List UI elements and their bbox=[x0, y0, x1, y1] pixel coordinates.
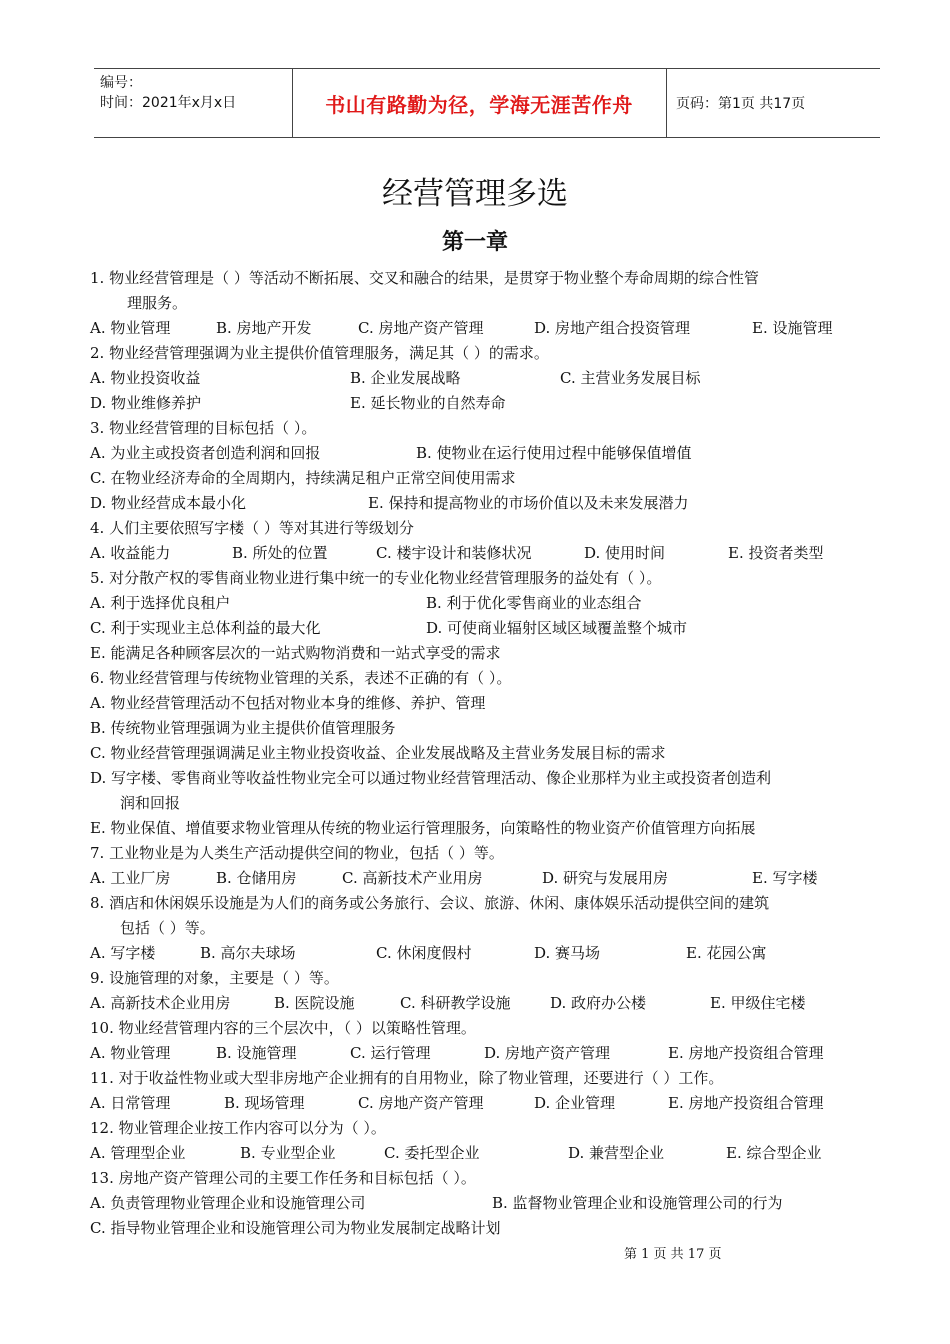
line-text: 3. 物业经营管理的目标包括（ ）。 bbox=[90, 419, 317, 437]
option-text: C. 高新技术产业用房 bbox=[342, 869, 483, 887]
option-text: D. 研究与发展用房 bbox=[542, 869, 669, 887]
line-text: 9. 设施管理的对象，主要是（ ）等。 bbox=[90, 969, 339, 987]
option-text: C. 指导物业管理企业和设施管理公司为物业发展制定战略计划 bbox=[90, 1219, 501, 1237]
option-text: A. 管理型企业 bbox=[90, 1144, 186, 1162]
option-text: D. 可使商业辐射区域区域覆盖整个城市 bbox=[426, 619, 688, 637]
option-text: D. 企业管理 bbox=[534, 1094, 616, 1112]
option-text: E. 甲级住宅楼 bbox=[710, 994, 806, 1012]
option-text: A. 物业管理 bbox=[90, 1044, 171, 1062]
line-text: 理服务。 bbox=[127, 294, 188, 312]
code-label: 编号： bbox=[100, 75, 142, 91]
text-line bbox=[90, 916, 868, 941]
chapter-heading: 第一章 bbox=[441, 230, 508, 255]
text-line bbox=[90, 266, 868, 291]
option-line bbox=[90, 1216, 868, 1241]
option-text: A. 为业主或投资者创造利润和回报 bbox=[90, 444, 321, 462]
line-text: 13. 房地产资产管理公司的主要工作任务和目标包括（ ）。 bbox=[90, 1169, 476, 1187]
text-line bbox=[90, 891, 868, 916]
option-text: A. 收益能力 bbox=[90, 544, 171, 562]
option-text: C. 物业经营管理强调满足业主物业投资收益、企业发展战略及主营业务发展目标的需求 bbox=[90, 744, 666, 762]
option-text: E. 投资者类型 bbox=[728, 544, 824, 562]
option-line bbox=[90, 641, 868, 666]
text-line bbox=[90, 841, 868, 866]
option-text: C. 休闲度假村 bbox=[376, 944, 472, 962]
option-line bbox=[90, 991, 868, 1016]
document-title: 经营管理多选 bbox=[382, 176, 568, 212]
option-text: A. 物业投资收益 bbox=[90, 369, 201, 387]
line-text: 11. 对于收益性物业或大型非房地产企业拥有的自用物业，除了物业管理，还要进行（ ）工作。 bbox=[90, 1069, 724, 1087]
line-text: 6. 物业经营管理与传统物业管理的关系，表述不正确的有（ ）。 bbox=[90, 669, 512, 687]
document-header bbox=[94, 68, 880, 138]
option-line bbox=[90, 941, 868, 966]
option-line bbox=[90, 441, 868, 466]
header-meta bbox=[100, 73, 236, 113]
option-text: D. 使用时间 bbox=[584, 544, 666, 562]
option-line bbox=[90, 1141, 868, 1166]
option-text: C. 房地产资产管理 bbox=[358, 319, 484, 337]
option-line bbox=[90, 866, 868, 891]
option-text: C. 主营业务发展目标 bbox=[560, 369, 701, 387]
option-text: A. 高新技术企业用房 bbox=[90, 994, 231, 1012]
text-line bbox=[90, 566, 868, 591]
option-text: D. 房地产资产管理 bbox=[484, 1044, 611, 1062]
page-footer: 第 1 页 共 17 页 bbox=[624, 1247, 722, 1262]
option-text: A. 负责管理物业管理企业和设施管理公司 bbox=[90, 1194, 366, 1212]
option-text: C. 运行管理 bbox=[350, 1044, 431, 1062]
option-text: B. 传统物业管理强调为业主提供价值管理服务 bbox=[90, 719, 396, 737]
text-line bbox=[90, 416, 868, 441]
option-text: E. 物业保值、增值要求物业管理从传统的物业运行管理服务，向策略性的物业资产价值管理方向拓展 bbox=[90, 819, 756, 837]
option-line bbox=[90, 816, 868, 841]
option-text: A. 写字楼 bbox=[90, 944, 156, 962]
option-text: B. 监督物业管理企业和设施管理公司的行为 bbox=[492, 1194, 783, 1212]
option-text: E. 花园公寓 bbox=[686, 944, 767, 962]
text-line bbox=[90, 1066, 868, 1091]
option-line bbox=[90, 691, 868, 716]
option-line bbox=[90, 616, 868, 641]
option-text: C. 楼宇设计和装修状况 bbox=[376, 544, 532, 562]
option-text: D. 兼营型企业 bbox=[568, 1144, 665, 1162]
line-text: 4. 人们主要依照写字楼（ ）等对其进行等级划分 bbox=[90, 519, 414, 537]
option-text: D. 房地产组合投资管理 bbox=[534, 319, 691, 337]
option-text: E. 设施管理 bbox=[752, 319, 833, 337]
option-line bbox=[90, 491, 868, 516]
text-line bbox=[90, 966, 868, 991]
option-line bbox=[90, 1041, 868, 1066]
option-text: B. 企业发展战略 bbox=[350, 369, 461, 387]
option-text: A. 工业厂房 bbox=[90, 869, 171, 887]
option-text: E. 房地产投资组合管理 bbox=[668, 1094, 824, 1112]
text-line bbox=[90, 516, 868, 541]
option-text: B. 专业型企业 bbox=[240, 1144, 336, 1162]
option-text: E. 延长物业的自然寿命 bbox=[350, 394, 506, 412]
text-line bbox=[90, 341, 868, 366]
option-text: B. 高尔夫球场 bbox=[200, 944, 296, 962]
option-line bbox=[90, 766, 868, 791]
header-page-label: 页码：第1页 共17页 bbox=[676, 96, 806, 112]
option-text: C. 房地产资产管理 bbox=[358, 1094, 484, 1112]
text-line bbox=[90, 291, 868, 316]
text-line bbox=[90, 1166, 868, 1191]
option-text: B. 医院设施 bbox=[274, 994, 355, 1012]
option-text: C. 在物业经济寿命的全周期内，持续满足租户正常空间使用需求 bbox=[90, 469, 516, 487]
option-line bbox=[90, 591, 868, 616]
option-line bbox=[90, 391, 868, 416]
text-line bbox=[90, 1016, 868, 1041]
option-text: E. 保持和提高物业的市场价值以及未来发展潜力 bbox=[368, 494, 689, 512]
option-text: D. 物业经营成本最小化 bbox=[90, 494, 247, 512]
option-line bbox=[90, 1191, 868, 1216]
option-text: A. 物业管理 bbox=[90, 319, 171, 337]
option-line bbox=[90, 741, 868, 766]
option-text: D. 政府办公楼 bbox=[550, 994, 647, 1012]
line-text: 1. 物业经营管理是（ ）等活动不断拓展、交叉和融合的结果，是贯穿于物业整个寿命周期的综合性管 bbox=[90, 269, 759, 287]
option-text: A. 日常管理 bbox=[90, 1094, 171, 1112]
option-text: 润和回报 bbox=[120, 794, 181, 812]
time-label: 时间：2021年x月x日 bbox=[100, 95, 237, 111]
option-text: B. 利于优化零售商业的业态组合 bbox=[426, 594, 642, 612]
option-line bbox=[90, 791, 868, 816]
option-text: B. 设施管理 bbox=[216, 1044, 297, 1062]
option-line bbox=[90, 466, 868, 491]
option-line bbox=[90, 541, 868, 566]
option-text: B. 仓储用房 bbox=[216, 869, 297, 887]
line-text: 包括（ ）等。 bbox=[120, 919, 215, 937]
option-text: B. 所处的位置 bbox=[232, 544, 328, 562]
option-text: B. 使物业在运行使用过程中能够保值增值 bbox=[416, 444, 692, 462]
option-text: B. 房地产开发 bbox=[216, 319, 312, 337]
line-text: 8. 酒店和休闲娱乐设施是为人们的商务或公务旅行、会议、旅游、休闲、康体娱乐活动提供空间的建筑 bbox=[90, 894, 770, 912]
line-text: 12. 物业管理企业按工作内容可以分为（ ）。 bbox=[90, 1119, 386, 1137]
option-text: E. 能满足各种顾客层次的一站式购物消费和一站式享受的需求 bbox=[90, 644, 501, 662]
option-line bbox=[90, 316, 868, 341]
option-text: E. 房地产投资组合管理 bbox=[668, 1044, 824, 1062]
option-text: B. 现场管理 bbox=[224, 1094, 305, 1112]
line-text: 5. 对分散产权的零售商业物业进行集中统一的专业化物业经营管理服务的益处有（ ）。 bbox=[90, 569, 662, 587]
line-text: 2. 物业经营管理强调为业主提供价值管理服务，满足其（ ）的需求。 bbox=[90, 344, 549, 362]
option-line bbox=[90, 366, 868, 391]
option-text: C. 利于实现业主总体利益的最大化 bbox=[90, 619, 321, 637]
text-line bbox=[90, 1116, 868, 1141]
option-text: D. 赛马场 bbox=[534, 944, 601, 962]
text-line bbox=[90, 666, 868, 691]
line-text: 7. 工业物业是为人类生产活动提供空间的物业，包括（ ）等。 bbox=[90, 844, 504, 862]
header-divider bbox=[292, 69, 293, 137]
option-text: C. 委托型企业 bbox=[384, 1144, 480, 1162]
option-text: D. 物业维修养护 bbox=[90, 394, 202, 412]
option-text: E. 写字楼 bbox=[752, 869, 818, 887]
header-divider bbox=[666, 69, 667, 137]
header-motto: 书山有路勤为径，学海无涯苦作舟 bbox=[325, 92, 633, 117]
option-text: E. 综合型企业 bbox=[726, 1144, 822, 1162]
option-text: D. 写字楼、零售商业等收益性物业完全可以通过物业经营管理活动、像企业那样为业主或投资者创造利 bbox=[90, 769, 772, 787]
line-text: 10. 物业经营管理内容的三个层次中，（ ）以策略性管理。 bbox=[90, 1019, 476, 1037]
question-list bbox=[90, 266, 868, 1241]
option-text: A. 利于选择优良租户 bbox=[90, 594, 231, 612]
option-text: C. 科研教学设施 bbox=[400, 994, 511, 1012]
option-line bbox=[90, 1091, 868, 1116]
option-line bbox=[90, 716, 868, 741]
option-text: A. 物业经营管理活动不包括对物业本身的维修、养护、管理 bbox=[90, 694, 486, 712]
